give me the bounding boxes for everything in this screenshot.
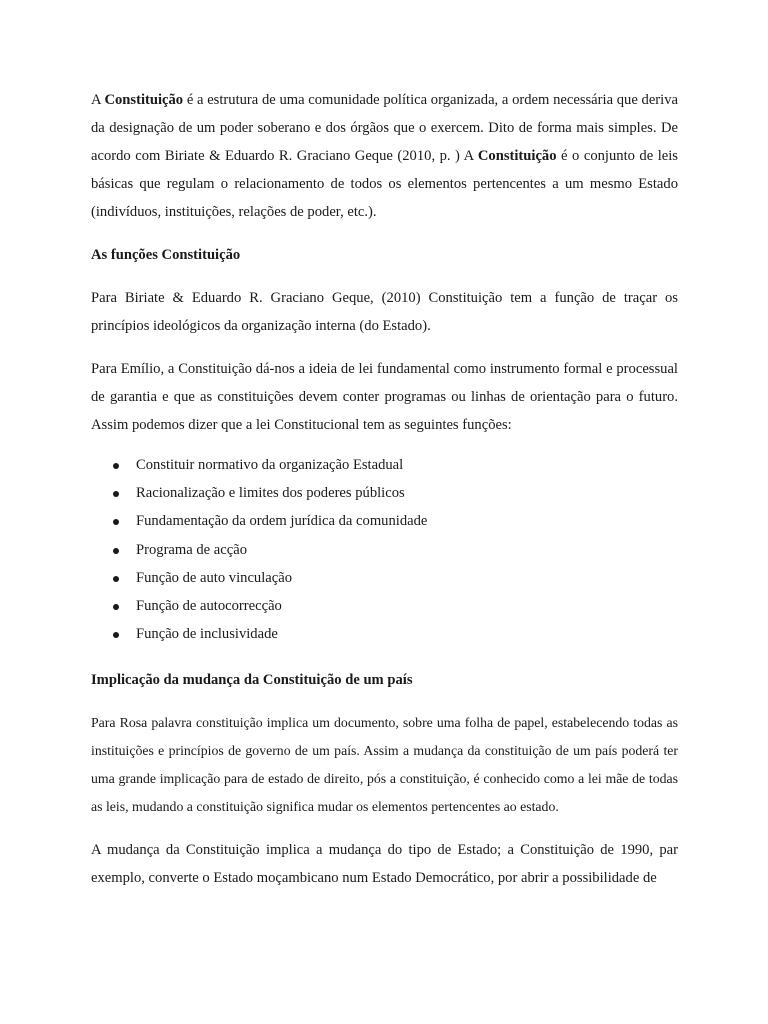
bullet-icon — [113, 632, 119, 638]
list-item — [91, 479, 678, 507]
bullet-icon — [113, 548, 119, 554]
list-item-text: Racionalização e limites dos poderes públicos — [136, 485, 405, 502]
paragraph-biriate: Para Biriate & Eduardo R. Graciano Geque, (2010) Constituição tem a função de traçar os princípios ideológicos da organização interna (do Estado). — [91, 290, 678, 334]
intro-text-2: é a estrutura de uma comunidade política organizada, a ordem necessária que deriva da designação de um poder soberano e dos órgãos que o exercem. Dito de forma mais simples. De acordo com Biriate & Eduardo R. Graciano Geque (2010, p. ) A — [91, 92, 678, 164]
section-heading-implicacao: Implicação da mudança da Constituição de um país — [91, 672, 413, 689]
intro-paragraph — [91, 86, 678, 226]
list-item — [91, 592, 678, 620]
list-item — [91, 564, 678, 592]
section-heading-funcoes: As funções Constituição — [91, 247, 241, 263]
list-item — [91, 507, 678, 535]
list-item-text: Função de auto vinculação — [136, 569, 293, 586]
bullet-icon — [113, 519, 119, 525]
bullet-icon — [113, 576, 119, 582]
list-item-text: Programa de acção — [136, 541, 248, 558]
list-item — [91, 451, 678, 479]
list-item-text: Constituir normativo da organização Estadual — [136, 457, 404, 473]
list-item — [91, 536, 678, 564]
functions-list — [91, 451, 678, 648]
paragraph-emilio: Para Emílio, a Constituição dá-nos a ideia de lei fundamental como instrumento formal e processual de garantia e que as constituições devem conter programas ou linhas de orientação para o futuro. Assim podemos dizer que a lei Constitucional tem as seguintes funções: — [91, 361, 678, 433]
intro-text-3: é o conjunto de leis básicas que regulam o relacionamento de todos os elementos pertencentes a um mesmo Estado (indivíduos, instituições, relações de poder, etc.). — [91, 148, 678, 220]
intro-bold-constituicao-2: Constituição — [477, 148, 557, 164]
document-page — [91, 86, 678, 892]
list-item-text: Função de inclusividade — [136, 626, 278, 643]
list-item — [91, 620, 678, 648]
bullet-icon — [113, 463, 119, 469]
paragraph-rosa: Para Rosa palavra constituição implica um documento, sobre uma folha de papel, estabelecendo todas as instituições e princípios de governo de um país. Assim a mudança da constituição de um país poderá ter uma grande implicação para de estado de direito, pós a constituição, é conhecido como a lei mãe de todas as leis, mudando a constituição significa mudar os elementos pertencentes ao estado. — [91, 715, 678, 815]
intro-bold-constituicao-1: Constituição — [104, 92, 184, 108]
paragraph-mudanca: A mudança da Constituição implica a mudança do tipo de Estado; a Constituição de 1990, par exemplo, converte o Estado moçambicano num Estado Democrático, por abrir a possibilidade de — [91, 842, 678, 887]
intro-text-1: A — [91, 92, 105, 108]
list-item-text: Fundamentação da ordem jurídica da comunidade — [136, 513, 428, 530]
bullet-icon — [113, 491, 119, 497]
bullet-icon — [113, 604, 119, 610]
list-item-text: Função de autocorrecção — [136, 598, 282, 615]
